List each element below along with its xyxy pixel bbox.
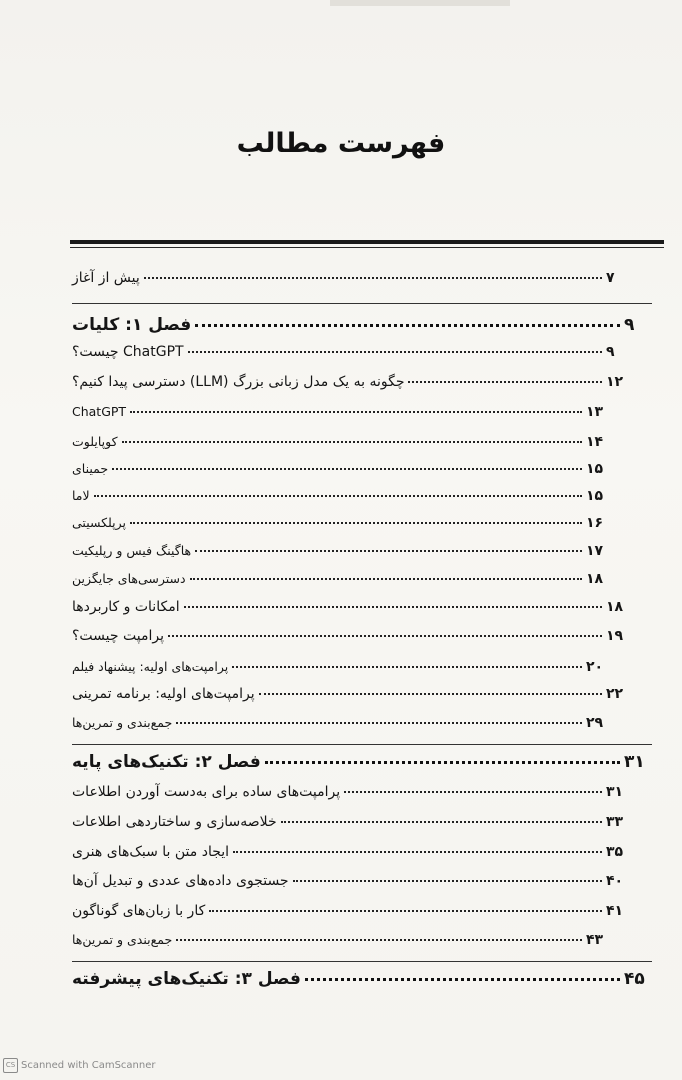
leader-dots: [190, 578, 582, 580]
toc-entry-label: جمع‌بندی و تمرین‌ها: [72, 932, 173, 947]
toc-entry-label: دسترسی‌های جایگزین: [72, 571, 186, 586]
toc-chapter-label: فصل ۲: تکنیک‌های پایه: [72, 752, 261, 772]
toc-entry: [72, 873, 634, 889]
leader-dots: [293, 880, 602, 882]
leader-dots: [195, 550, 582, 552]
separator: [72, 744, 652, 745]
toc-entry-label: پرامپت‌های ساده برای به‌دست آوردن اطلاعات: [72, 784, 341, 800]
toc-page-number: ۱۹: [606, 628, 624, 644]
watermark-text: Scanned with CamScanner: [21, 1060, 156, 1071]
leader-dots: [188, 351, 602, 353]
toc-entry-label: ایجاد متن با سبک‌های هنری: [72, 844, 230, 860]
toc-entry-label: خلاصه‌سازی و ساختاردهی اطلاعات: [72, 814, 277, 830]
toc-page-number: ۲۹: [586, 715, 604, 731]
toc-page-number: ۲۰: [586, 659, 604, 675]
leader-dots: [130, 411, 582, 413]
toc-entry: [72, 515, 614, 531]
leader-dots: [168, 635, 602, 637]
toc-chapter-2: [72, 752, 652, 772]
toc-entry-label: لاما: [72, 488, 90, 503]
toc-entry-label: جمینای: [72, 461, 109, 476]
leader-dots: [94, 495, 582, 497]
leader-dots: [184, 606, 602, 608]
toc-page-number: ۳۵: [606, 844, 624, 860]
toc-page-number: ۱۶: [586, 515, 604, 531]
camscanner-watermark: [3, 1058, 156, 1073]
toc-entry-label: کار با زبان‌های گوناگون: [72, 903, 206, 919]
separator: [72, 961, 652, 962]
toc-entry-label: پرپلکسیتی: [72, 515, 127, 530]
toc-entry-label: جمع‌بندی و تمرین‌ها: [72, 715, 173, 730]
toc-entry-label: پرامپت‌های اولیه: برنامه تمرینی: [72, 686, 255, 702]
toc-entry-label: پرامپت‌های اولیه: پیشنهاد فیلم: [72, 659, 229, 674]
toc-entry: [72, 434, 614, 450]
leader-dots: [122, 441, 582, 443]
toc-entry: [72, 404, 614, 420]
toc-page-number: ۳۳: [606, 814, 624, 830]
toc-entry-label: پرامپت چیست؟: [72, 628, 164, 644]
toc-entry-before-start: [72, 270, 634, 286]
toc-entry: [72, 784, 634, 800]
scan-smudge: [330, 0, 510, 6]
leader-dots: [144, 277, 602, 279]
title-rule-thick: [70, 240, 664, 244]
toc-entry: [72, 628, 634, 644]
toc-entry: [72, 543, 614, 559]
toc-entry-label: جستجوی داده‌های عددی و تبدیل آن‌ها: [72, 873, 289, 889]
toc-entry: [72, 932, 614, 948]
separator: [72, 303, 652, 304]
leader-dots: [233, 851, 602, 853]
toc-page-number: ۳۱: [624, 752, 645, 772]
toc-entry: [72, 374, 634, 390]
toc-entry: [72, 599, 634, 615]
toc-entry-label: ChatGPT چیست؟: [72, 344, 184, 360]
toc-page-number: ۱۴: [586, 434, 604, 450]
toc-entry: [72, 686, 634, 702]
toc-page-number: ۴۰: [606, 873, 624, 889]
toc-page-number: ۷: [606, 270, 615, 286]
camscanner-icon: CS: [3, 1058, 18, 1073]
toc-entry-label: چگونه به یک مدل زبانی بزرگ (LLM) دسترسی پیدا کنیم؟: [72, 374, 405, 390]
toc-entry: [72, 461, 614, 477]
leader-dots: [344, 791, 602, 793]
toc-entry: [72, 571, 614, 587]
toc-page-number: ۹: [624, 315, 635, 335]
toc-entry: [72, 344, 634, 360]
toc-chapter-label: فصل ۱: کلیات: [72, 315, 192, 335]
toc-entry: [72, 715, 614, 731]
toc-page-number: ۲۲: [606, 686, 624, 702]
leader-dots: [176, 939, 582, 941]
toc-entry-label: پیش از آغاز: [72, 270, 140, 286]
toc-entry-label: ChatGPT: [72, 404, 127, 419]
toc-page-number: ۳۱: [606, 784, 624, 800]
toc-entry-label: کوپایلوت: [72, 434, 118, 449]
leader-dots: [232, 666, 582, 668]
toc-chapter-3: [72, 969, 652, 989]
title-rule-thin: [70, 247, 664, 248]
toc-entry: [72, 903, 634, 919]
toc-chapter-1: [72, 315, 652, 335]
toc-page-number: ۱۷: [586, 543, 604, 559]
leader-dots: [195, 324, 620, 327]
toc-entry: [72, 814, 634, 830]
toc-page-number: ۴۳: [586, 932, 604, 948]
leader-dots: [209, 910, 602, 912]
toc-page-number: ۱۳: [586, 404, 604, 420]
toc-page-number: ۴۵: [624, 969, 645, 989]
toc-entry-label: هاگینگ فیس و رپلیکیت: [72, 543, 192, 558]
toc-entry: [72, 844, 634, 860]
leader-dots: [408, 381, 602, 383]
toc-entry: [72, 488, 614, 504]
toc-page-number: ۴۱: [606, 903, 624, 919]
toc-entry-label: امکانات و کاربردها: [72, 599, 180, 615]
leader-dots: [281, 821, 602, 823]
leader-dots: [130, 522, 582, 524]
toc-page-number: ۱۲: [606, 374, 624, 390]
leader-dots: [112, 468, 582, 470]
toc-chapter-label: فصل ۳: تکنیک‌های پیشرفته: [72, 969, 301, 989]
leader-dots: [265, 761, 620, 764]
leader-dots: [176, 722, 582, 724]
leader-dots: [305, 978, 620, 981]
toc-page-number: ۹: [606, 344, 615, 360]
toc-page-number: ۱۸: [586, 571, 604, 587]
toc-entry: [72, 659, 614, 675]
toc-page-number: ۱۵: [586, 488, 604, 504]
toc-page-number: ۱۸: [606, 599, 624, 615]
toc-page-number: ۱۵: [586, 461, 604, 477]
leader-dots: [259, 693, 602, 695]
page-title: فهرست مطالب: [236, 128, 446, 159]
